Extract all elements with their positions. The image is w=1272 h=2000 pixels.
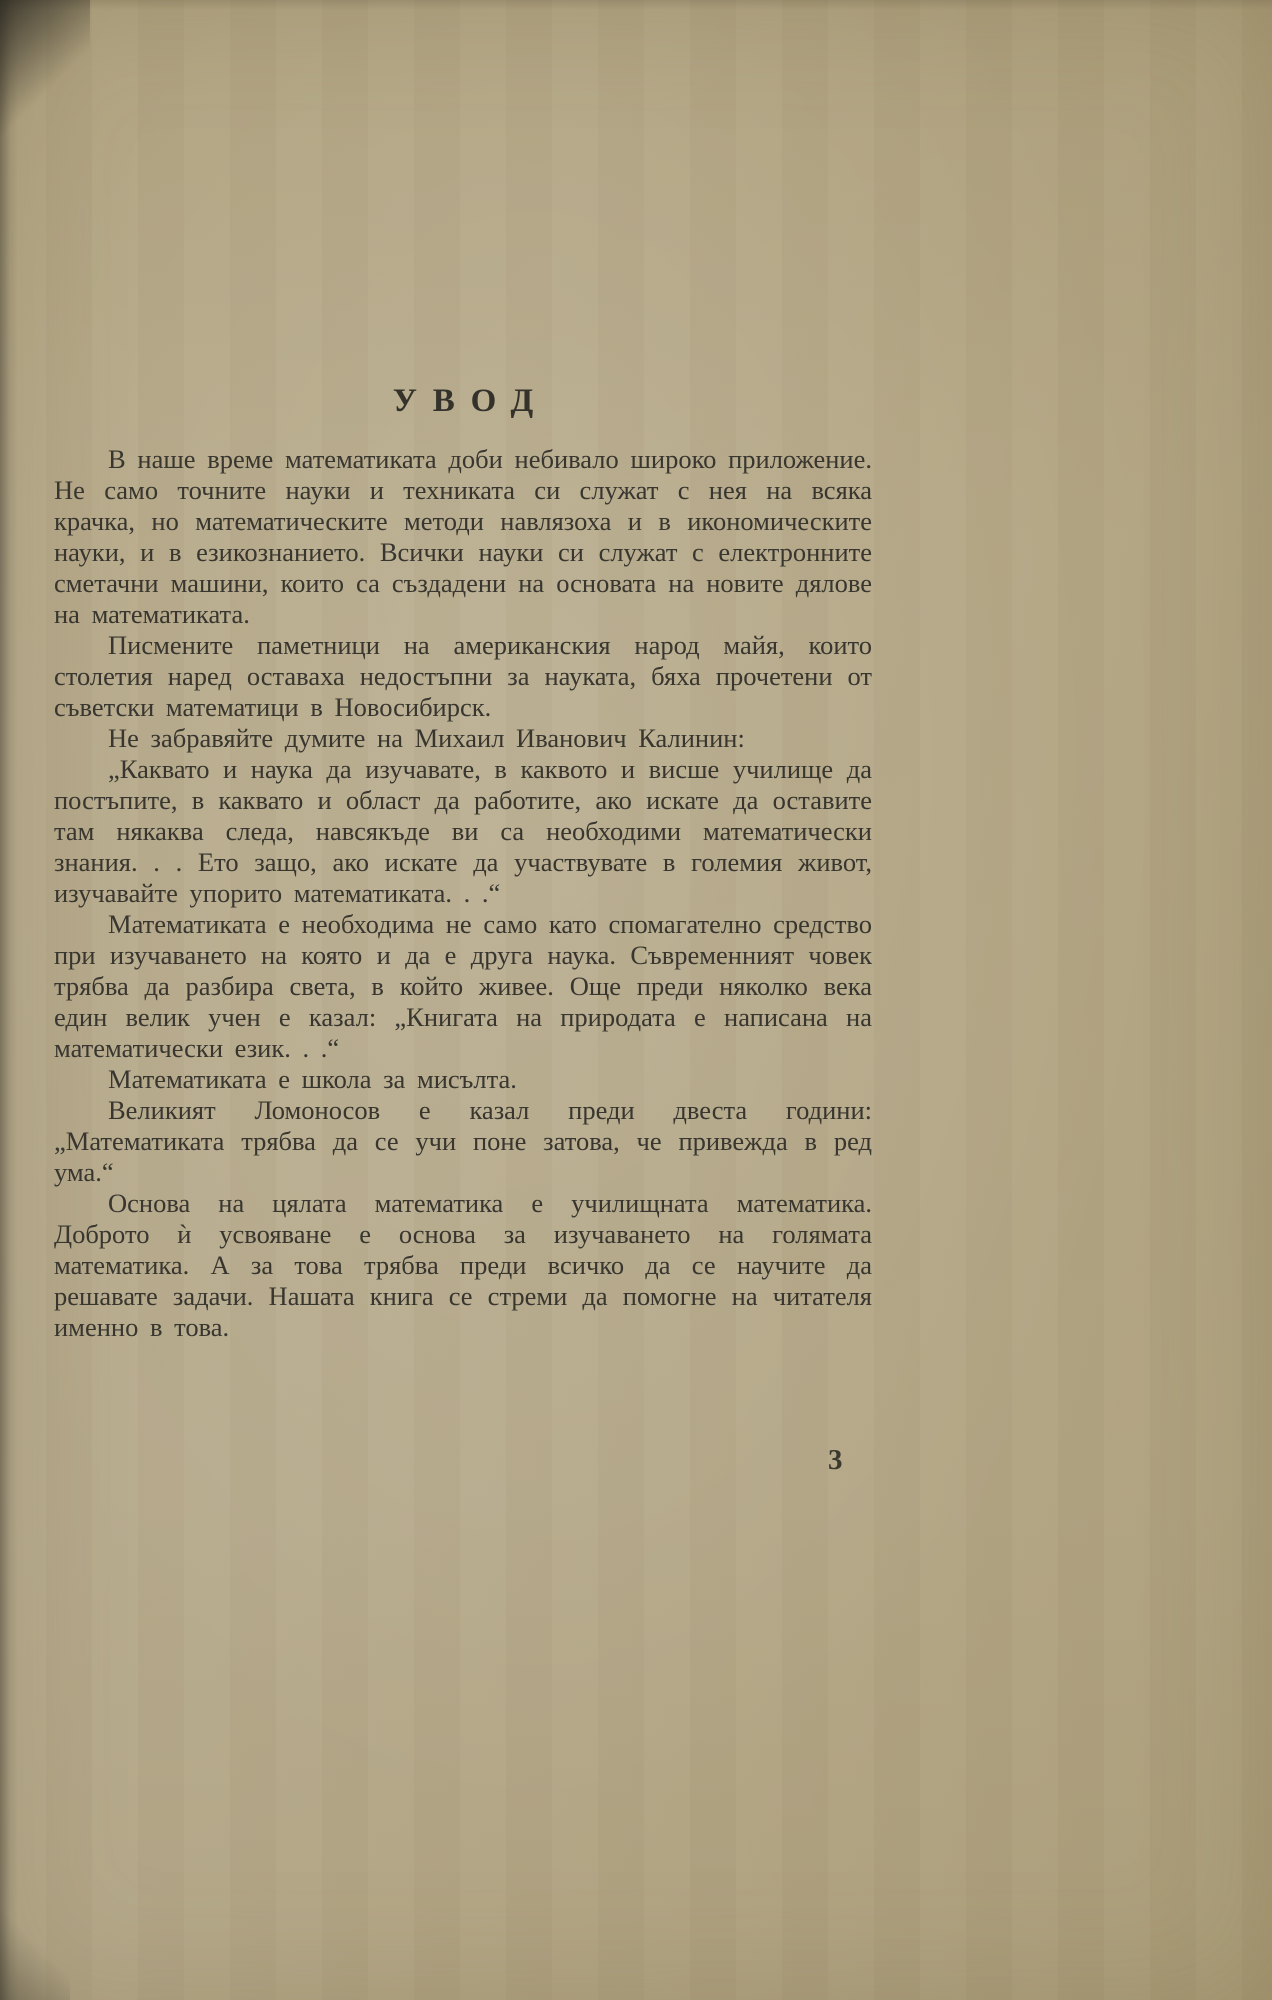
page-title: УВОД	[392, 383, 550, 419]
page-top-edge-shadow	[0, 0, 1272, 10]
paragraph-kalinin-lead: Не забравяйте думите на Михаил Иванович Калинин:	[108, 723, 745, 753]
paragraph-intro: В наше време математиката доби небивало широко приложение. Не само точните науки и техниката си служат с нея на всяка крачка, но математическите методи навлязоха и в икономическите науки, и в езикознанието. Всички науки си служат с електронните сметачни машини, които са създадени на основата на новите дялове на математиката.	[54, 444, 872, 629]
page-text-block	[54, 383, 872, 1343]
paragraph-lomonosov: Великият Ломоносов е казал преди двеста години: „Математиката трябва да се учи поне затова, че привежда в ред ума.“	[54, 1095, 872, 1187]
paragraph-necessity: Математиката е необходима не само като спомагателно средство при изучаването на която и да е друга наука. Съвременният човек трябва да разбира света, в който живее. Още преди няколко века един велик учен е казал: „Книгата на природата е написана на математически език. . .“	[54, 909, 872, 1063]
page-number: 3	[828, 1444, 843, 1476]
dark-corner-bottom-left	[0, 1900, 70, 2000]
dark-corner-top-left	[0, 0, 90, 150]
page-left-edge-shadow	[0, 0, 18, 2000]
paragraph-school-of-thought: Математиката е школа за мисълта.	[108, 1064, 517, 1094]
paragraph-school-math: Основа на цялата математика е училищната математика. Доброто ѝ усвояване е основа за изучаването на голямата математика. А за това трябва преди всичко да се научите да решавате задачи. Нашата книга се стреми да помогне на читателя именно в това.	[54, 1188, 872, 1342]
paragraph-kalinin-quote: „Каквато и наука да изучавате, в каквото и висше училище да постъпите, в каквато и област да работите, ако искате да оставите там някаква следа, навсякъде ви са необходими математически знания. . . Ето защо, ако искате да участвувате в големия живот, изучавайте упорито математиката. . .“	[54, 754, 872, 908]
paragraph-maya: Писмените паметници на американския народ майя, които столетия наред оставаха недостъпни за науката, бяха прочетени от съветски математици в Новосибирск.	[54, 630, 872, 722]
